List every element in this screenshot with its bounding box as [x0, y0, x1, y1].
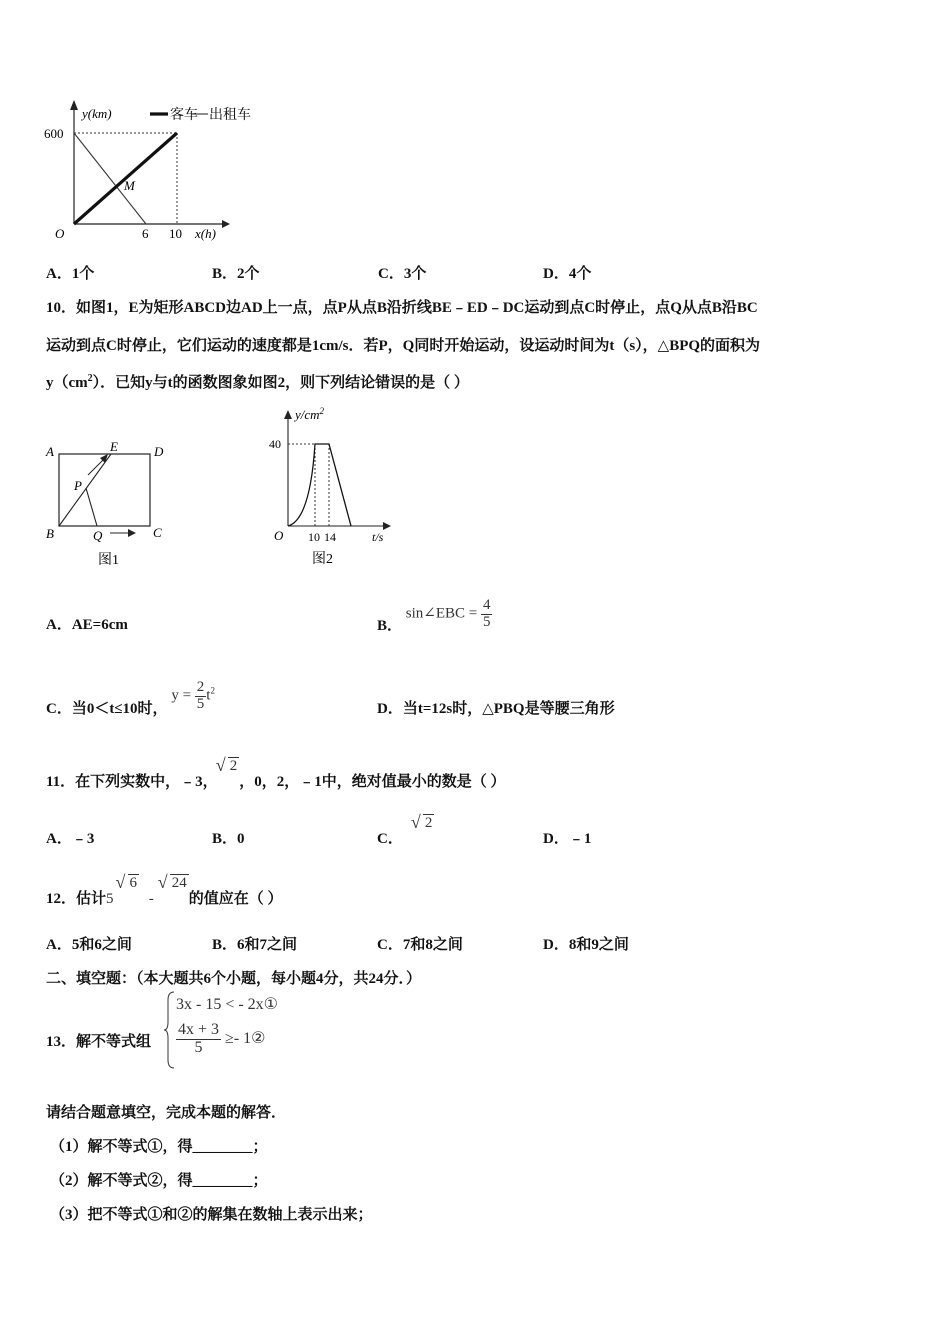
y-tick-600: 600: [44, 126, 64, 141]
function-curve: [288, 444, 351, 526]
y-tick-40: 40: [269, 437, 281, 451]
q10-stem-line3: [46, 371, 469, 392]
q9-option-c: C．3个: [378, 266, 427, 282]
q10-line3-sup: 2: [87, 373, 93, 384]
q13-label: 13．解不等式组: [46, 1034, 152, 1050]
sin-expression: sin∠EBC =: [405, 605, 478, 622]
q11-option-b: B．0: [212, 831, 245, 847]
x-axis-label: t/s: [372, 530, 384, 544]
sqrt-24: √ 24: [160, 875, 189, 892]
label-a: A: [46, 444, 54, 459]
q13-instruction: 请结合题意填空，完成本题的解答．: [46, 1105, 287, 1121]
q10-stem-line1: 10．如图1，E为矩形ABCD边AD上一点，点P从点B沿折线BE﹣ED﹣DC运动到点C时停止，点Q从点B沿BC: [46, 300, 758, 316]
q13-step-3: （3）把不等式①和②的解集在数轴上表示出来；: [50, 1207, 373, 1223]
point-m-label: M: [124, 178, 135, 193]
label-d: D: [154, 444, 164, 459]
system-brace: [164, 990, 176, 1070]
q11-stem: 11．在下列实数中，﹣3，√ 2，0，2，﹣1中，绝对值最小的数是（ ）: [46, 758, 505, 791]
q10-stem-line2: 运动到点C时停止，它们运动的速度都是1cm/s．若P，Q同时开始运动，设运动时间为t（s），△BPQ的面积为: [46, 338, 761, 354]
q10-option-b-label: B．: [377, 618, 403, 634]
fraction-4-5: $\frac{4}{5}$: [482, 597, 491, 630]
label-q: Q: [93, 528, 103, 543]
q12-stem: 12．估计5√ 6 -√ 24的值应在（ ）: [46, 875, 283, 908]
q12-option-d: D．8和9之间: [543, 937, 629, 953]
origin-label: O: [274, 528, 284, 543]
q9-option-d: D．4个: [543, 266, 592, 282]
q10-option-b: [377, 588, 492, 635]
q12-option-c: C．7和8之间: [377, 937, 463, 953]
q10-option-c-expr: y = $\frac{2}{5}$ $t^2$: [171, 679, 215, 712]
q13-step-2: （2）解不等式②，得________；: [50, 1173, 268, 1189]
q9-option-a: A．1个: [46, 266, 95, 282]
q10-line3-a: y（cm: [46, 375, 88, 391]
distance-time-graph: [40, 96, 280, 246]
q9-option-b: B．2个: [212, 266, 260, 282]
fraction-2-5: $\frac{2}{5}$: [196, 679, 205, 712]
q10-option-a: A．AE=6cm: [46, 617, 128, 633]
figure-2-caption: 图2: [312, 552, 333, 567]
q13-inequality-2: $\frac{4x + 3}{5}$ ≥- 1②: [178, 1021, 266, 1056]
legend-bus: 客车: [170, 108, 198, 123]
y-axis-label: $y/cm^2$: [295, 406, 325, 422]
q10-option-b-expr: [406, 598, 493, 631]
x-tick-6: 6: [142, 226, 149, 241]
q10-line3-b: ）．已知y与t的函数图象如图2，则下列结论错误的是（ ）: [92, 375, 469, 391]
q11-option-a: A．﹣3: [46, 831, 95, 847]
x-axis-label: x(h): [195, 226, 216, 241]
x-tick-10: 10: [308, 530, 320, 544]
q11-option-d: D．﹣1: [543, 831, 592, 847]
q12-option-b: B．6和7之间: [212, 937, 298, 953]
sqrt-2-option: √ 2: [413, 815, 435, 832]
y-axis-label: y(km): [82, 106, 112, 121]
label-b: B: [46, 526, 54, 541]
legend-taxi: 出租车: [209, 108, 251, 123]
origin-label: O: [55, 226, 65, 241]
label-p: P: [74, 478, 82, 493]
fraction-4x-3-over-5: $\frac{4x + 3}{5}$: [178, 1021, 220, 1056]
x-tick-14: 14: [324, 530, 336, 544]
q10-option-c-label: C．当0＜t≤10时，: [46, 701, 168, 717]
q13-inequality-1: 3x - 15 < - 2x①: [176, 996, 279, 1013]
x-tick-10: 10: [169, 226, 182, 241]
q10-option-d: D．当t=12s时，△PBQ是等腰三角形: [377, 701, 615, 717]
label-e: E: [110, 439, 118, 454]
q11-option-c: C．√ 2: [377, 815, 434, 848]
figure-1-rectangle: [40, 432, 180, 572]
label-c: C: [153, 525, 162, 540]
figure-2-graph: [262, 402, 402, 572]
q12-option-a: A．5和6之间: [46, 937, 132, 953]
sqrt-6: √ 6: [118, 875, 140, 892]
taxi-line: [74, 133, 146, 224]
q10-option-c: [46, 680, 215, 718]
figure-1-caption: 图1: [98, 553, 119, 568]
section-2-heading: 二、填空题：（本大题共6个小题，每小题4分，共24分．）: [46, 971, 422, 987]
sqrt-2: √ 2: [218, 758, 240, 775]
q13-step-1: （1）解不等式①，得________；: [50, 1139, 268, 1155]
